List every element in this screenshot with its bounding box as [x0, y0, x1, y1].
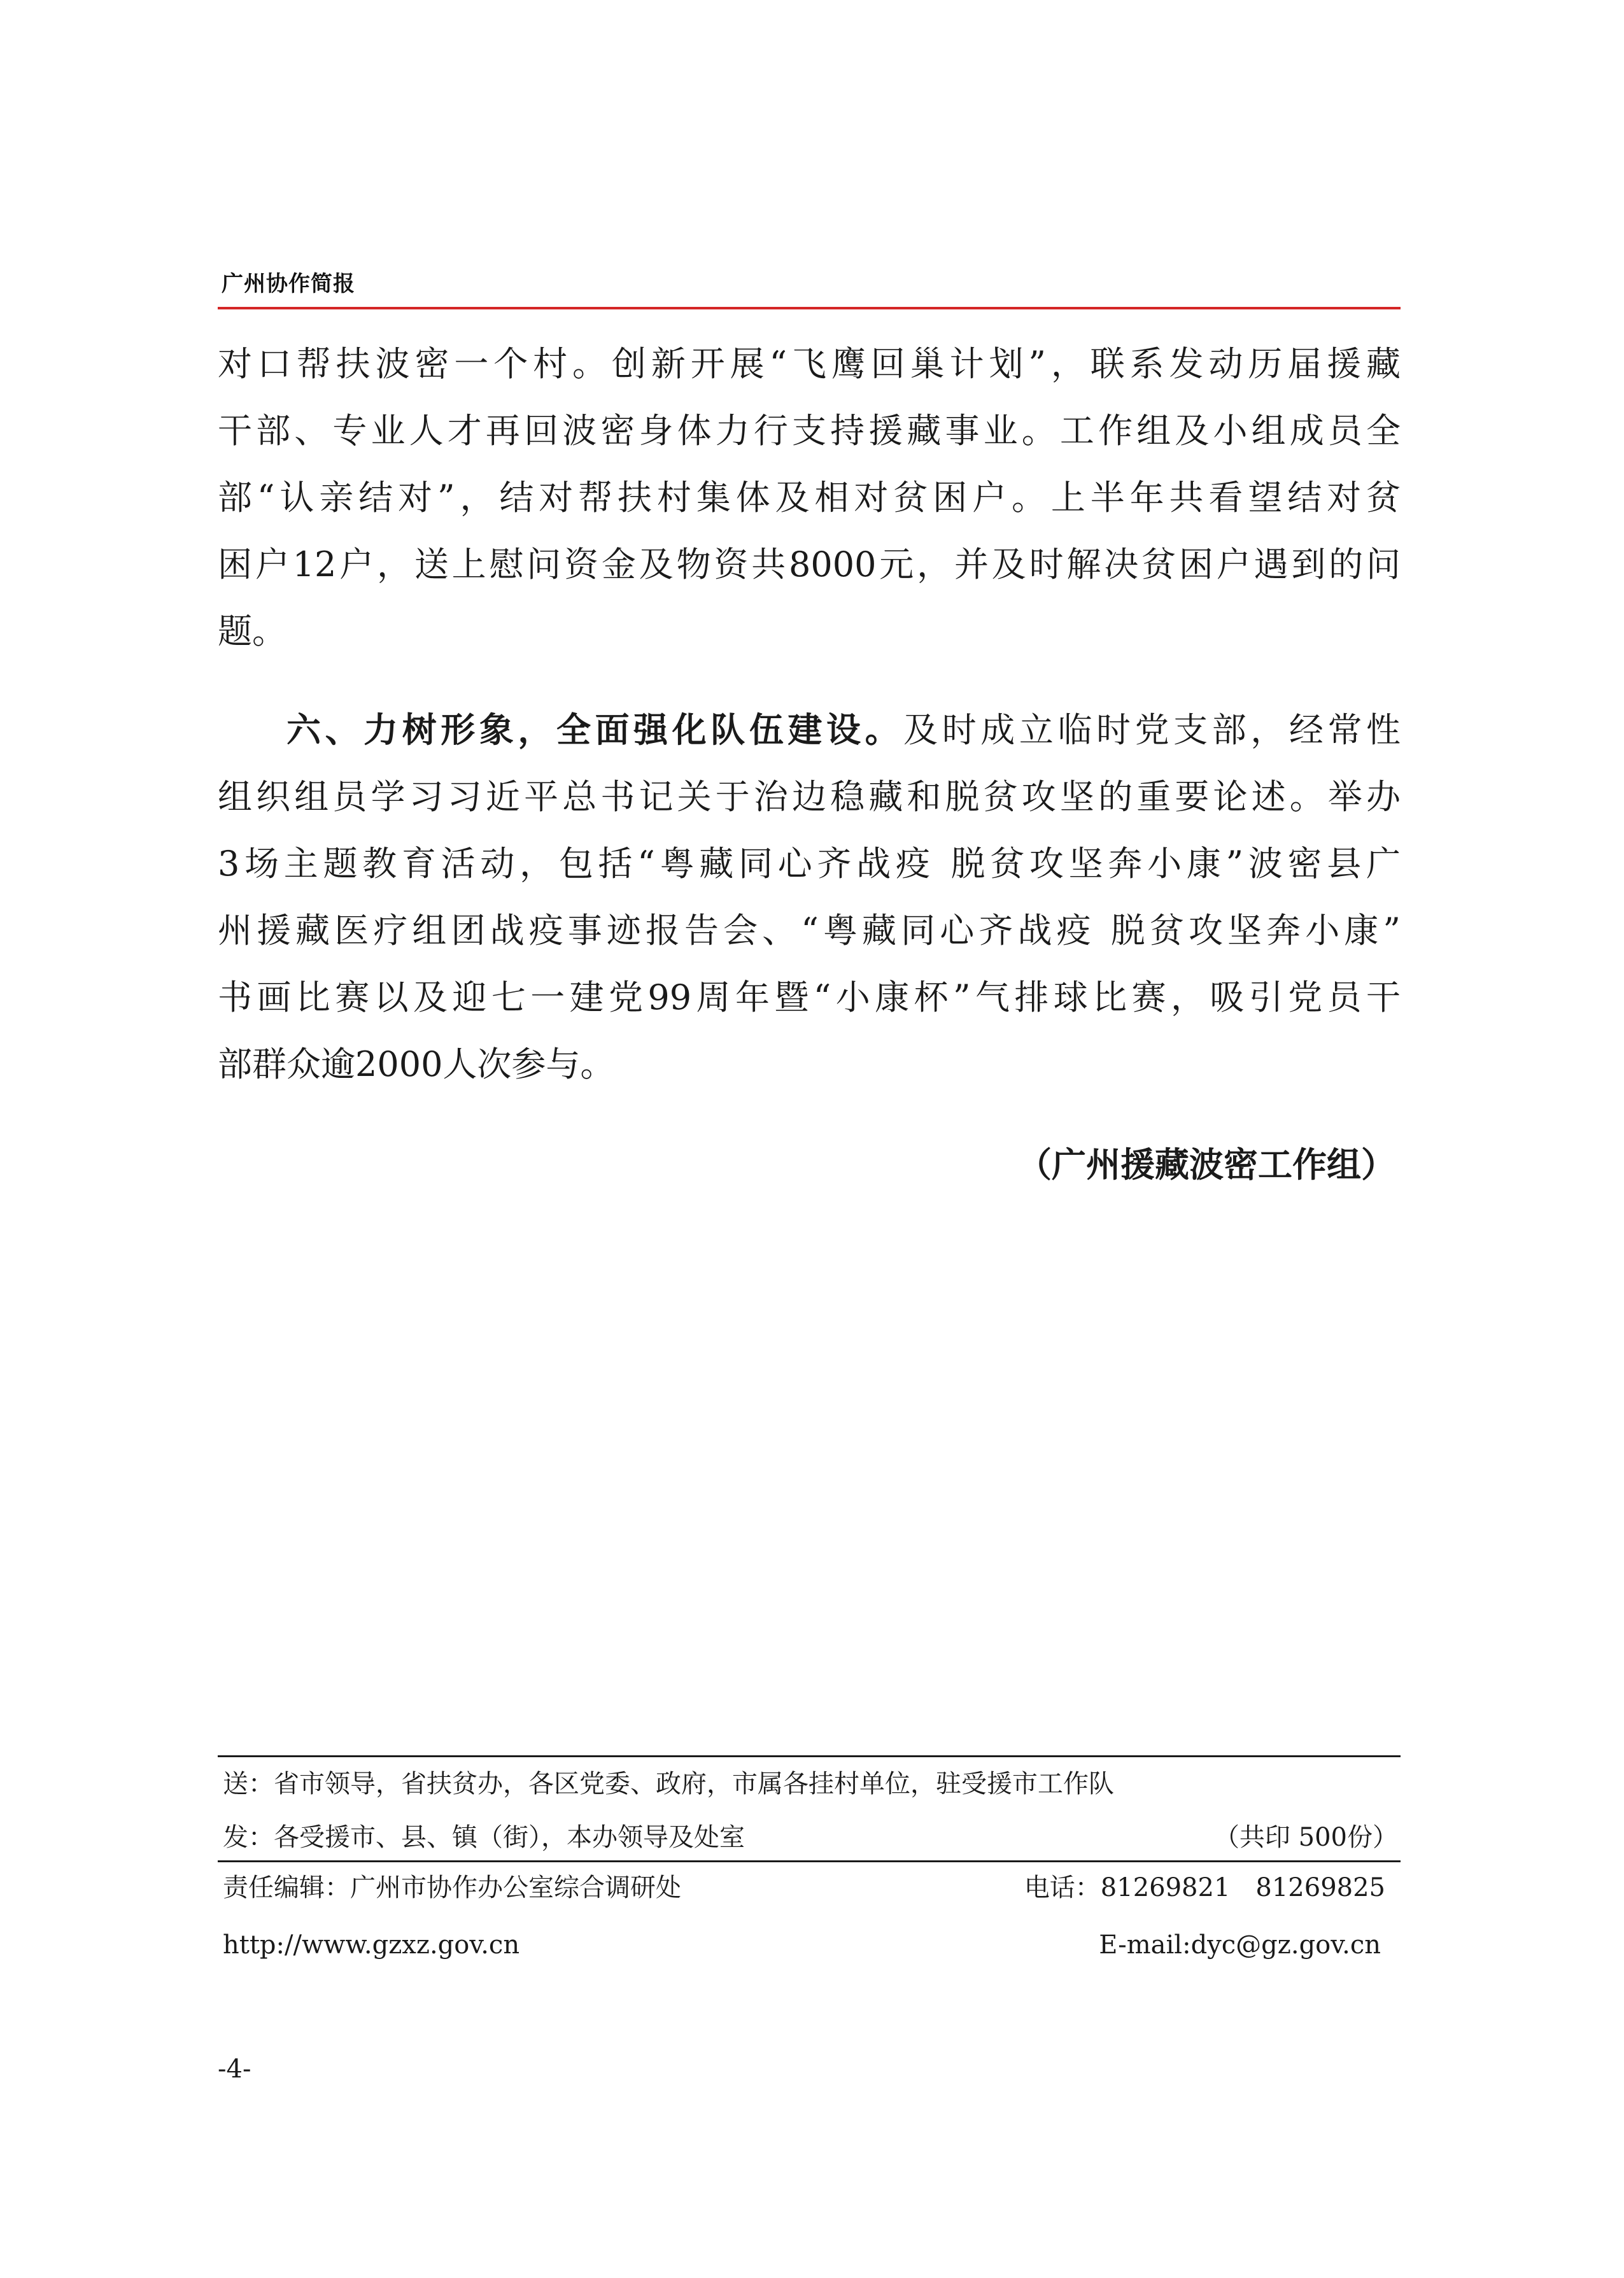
body-text-line: 题。: [218, 611, 286, 651]
body-text-line: 部“认亲结对”，结对帮扶村集体及相对贫困户。上半年共看望结对贫: [218, 478, 1401, 518]
body-text-line: 书画比赛以及迎七一建党99周年暨“小康杯”气排球比赛，吸引党员干: [218, 977, 1401, 1017]
body-text-line: 组织组员学习习近平总书记关于治边稳藏和脱贫攻坚的重要论述。举办: [218, 777, 1401, 817]
body-text-line: 困户12户，送上慰问资金及物资共8000元，并及时解决贫困户遇到的问: [218, 544, 1401, 584]
body-text-line: 对口帮扶波密一个村。创新开展“飞鹰回巢计划”，联系发动历届援藏: [218, 344, 1401, 384]
footer-middle-rule: [218, 1860, 1401, 1862]
section-heading-line: [286, 705, 1401, 756]
responsible-editor: 责任编辑：广州市协作办公室综合调研处: [223, 1873, 681, 1902]
body-text-line: 部群众逾2000人次参与。: [218, 1044, 615, 1084]
distribute-to-line: 发：各受援市、县、镇（街），本办领导及处室: [223, 1823, 745, 1852]
footer-top-rule: [218, 1755, 1401, 1757]
author-signature: （广州援藏波密工作组）: [1017, 1145, 1395, 1185]
header-divider: [218, 307, 1401, 309]
section-heading: 六、力树形象，全面强化队伍建设。: [286, 710, 904, 750]
body-text-line: 3场主题教育活动，包括“粤藏同心齐战疫 脱贫攻坚奔小康”波密县广: [218, 844, 1401, 884]
body-text-fragment: 及时成立临时党支部，经常性: [903, 710, 1401, 750]
print-count: （共印 500份）: [1213, 1823, 1398, 1852]
body-text-line: 州援藏医疗组团战疫事迹报告会、“粤藏同心齐战疫 脱贫攻坚奔小康”: [218, 910, 1401, 951]
phone-numbers: 电话：81269821 81269825: [1024, 1873, 1385, 1902]
send-to-line: 送：省市领导，省扶贫办，各区党委、政府，市属各挂村单位，驻受援市工作队: [223, 1769, 1114, 1799]
body-text-line: 干部、专业人才再回波密身体力行支持援藏事业。工作组及小组成员全: [218, 411, 1401, 451]
page-number: -4-: [218, 2055, 251, 2084]
header-title: 广州协作简报: [222, 271, 355, 297]
email-link[interactable]: E-mail:dyc@gz.gov.cn: [1099, 1930, 1381, 1960]
website-link[interactable]: http://www.gzxz.gov.cn: [223, 1930, 520, 1960]
